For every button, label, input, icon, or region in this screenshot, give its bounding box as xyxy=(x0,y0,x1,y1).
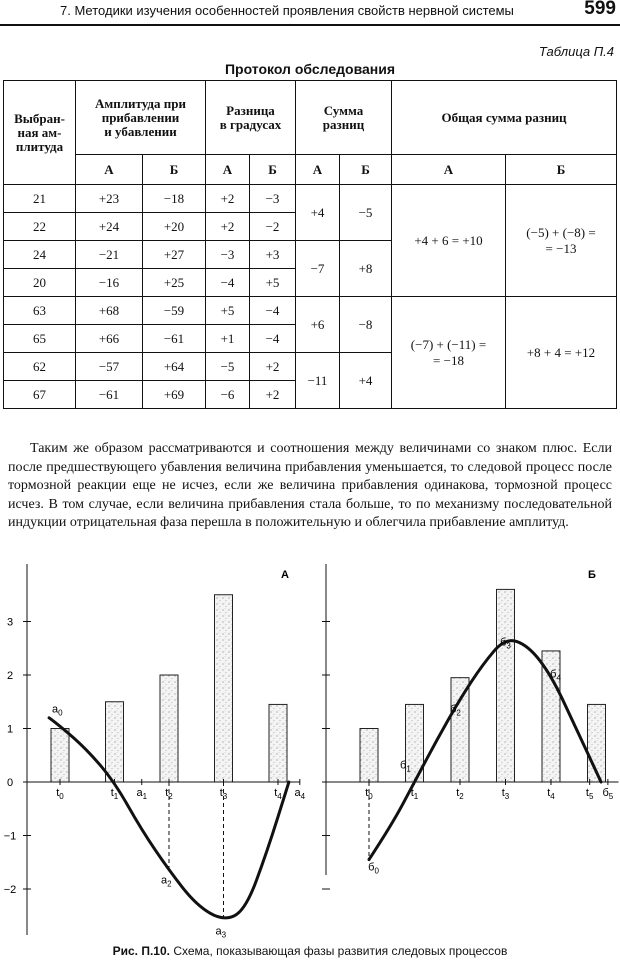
chart-b xyxy=(322,564,619,889)
cell-selected: 63 xyxy=(4,297,76,325)
table-title: Протокол обследования xyxy=(224,61,396,77)
cell-diff-b: +5 xyxy=(250,269,296,297)
bar xyxy=(360,729,378,783)
protocol-table xyxy=(3,80,617,409)
bar xyxy=(269,704,287,782)
cell-selected: 24 xyxy=(4,241,76,269)
cell-diff-a: −3 xyxy=(206,241,250,269)
cell-selected: 22 xyxy=(4,213,76,241)
table-row xyxy=(4,297,617,325)
page-number: 599 xyxy=(584,0,616,19)
trace-curve xyxy=(369,641,601,860)
x-tick-label: $t_0$ xyxy=(365,787,373,801)
cell-sum-b: +4 xyxy=(340,353,392,409)
x-tick-label: $a_4$ xyxy=(294,787,306,801)
header-sum: Сумма разниц xyxy=(296,81,392,155)
cell-diff-a: +2 xyxy=(206,213,250,241)
cell-amp-a: −21 xyxy=(76,241,143,269)
cell-diff-a: +2 xyxy=(206,185,250,213)
header-selected-amplitude: Выбран- ная ам- плитуда xyxy=(4,81,76,185)
cell-selected: 62 xyxy=(4,353,76,381)
cell-diff-a: +1 xyxy=(206,325,250,353)
cell-diff-b: +2 xyxy=(250,381,296,409)
cell-amp-a: +66 xyxy=(76,325,143,353)
point-label: $б_4$ xyxy=(550,668,561,683)
cell-amp-a: −57 xyxy=(76,353,143,381)
bar xyxy=(497,589,515,782)
cell-total-b: (−5) + (−8) = = −13 xyxy=(506,185,617,297)
cell-total-b: +8 + 4 = +12 xyxy=(506,297,617,409)
cell-amp-a: +23 xyxy=(76,185,143,213)
cell-sum-a: −11 xyxy=(296,353,340,409)
x-tick-label: $t_1$ xyxy=(110,787,119,801)
subheader-a: А xyxy=(296,155,340,185)
cell-diff-b: −2 xyxy=(250,213,296,241)
point-label: $б_1$ xyxy=(400,759,411,774)
x-tick-label: $t_3$ xyxy=(501,787,510,801)
subheader-a: А xyxy=(76,155,143,185)
cell-amp-a: −61 xyxy=(76,381,143,409)
cell-diff-b: +2 xyxy=(250,353,296,381)
chart-title: А xyxy=(281,569,289,581)
bar xyxy=(160,675,178,782)
cell-amp-b: +27 xyxy=(143,241,206,269)
body-paragraph: Таким же образом рассматриваются и соотношения между величинами со знаком плюс. Если после предшествующего убавления величина прибавления уменьшается, то следовой процесс после тормозной реакции еще не исчез, если же величина прибавления одинакова, тормозной процесс исчез. В том случае, если величина прибавления стала больше, то по механизму последовательной индукции отрицательная фаза перешла в положительную и облегчила прибавление амплитуд. xyxy=(8,441,612,531)
x-tick-label: $t_2$ xyxy=(456,787,464,801)
subheader-a: А xyxy=(206,155,250,185)
cell-sum-b: −8 xyxy=(340,297,392,353)
figure-caption xyxy=(0,944,620,958)
cell-diff-b: −4 xyxy=(250,297,296,325)
y-tick-label: 1 xyxy=(6,723,14,736)
cell-amp-b: +20 xyxy=(143,213,206,241)
chart-a xyxy=(4,564,306,939)
subheader-b: Б xyxy=(143,155,206,185)
bar xyxy=(451,678,469,782)
trace-process-charts xyxy=(0,560,620,942)
header-total: Общая сумма разниц xyxy=(392,81,617,155)
point-label: $a_0$ xyxy=(51,703,63,718)
x-tick-label: $t_5$ xyxy=(585,787,594,801)
point-label: $б_0$ xyxy=(368,861,379,876)
header-difference: Разница в градусах xyxy=(206,81,296,155)
subheader-b: Б xyxy=(250,155,296,185)
cell-amp-b: +64 xyxy=(143,353,206,381)
bar xyxy=(51,729,69,783)
cell-total-a: +4 + 6 = +10 xyxy=(392,185,506,297)
y-tick-label: 0 xyxy=(6,777,14,789)
cell-amp-a: −16 xyxy=(76,269,143,297)
y-tick-label: −1 xyxy=(3,830,17,843)
running-header-title: 7. Методики изучения особенностей проявления свойств нервной системы xyxy=(60,3,514,18)
cell-amp-b: −61 xyxy=(143,325,206,353)
cell-diff-a: −6 xyxy=(206,381,250,409)
x-tick-label: $t_4$ xyxy=(274,787,282,801)
cell-amp-a: +68 xyxy=(76,297,143,325)
cell-sum-a: +4 xyxy=(296,185,340,241)
table-label: Таблица П.4 xyxy=(538,44,614,59)
header-amplitude: Амплитуда при прибавлении и убавлении xyxy=(76,81,206,155)
point-label: $б_3$ xyxy=(500,636,511,651)
table-row xyxy=(4,185,617,213)
cell-amp-b: −18 xyxy=(143,185,206,213)
cell-sum-b: +8 xyxy=(340,241,392,297)
cell-diff-b: −4 xyxy=(250,325,296,353)
bar xyxy=(215,595,233,782)
cell-amp-a: +24 xyxy=(76,213,143,241)
subheader-b: Б xyxy=(340,155,392,185)
subheader-b: Б xyxy=(506,155,617,185)
cell-total-a: (−7) + (−11) = = −18 xyxy=(392,297,506,409)
figure-caption-label: Рис. П.10. xyxy=(112,944,170,958)
cell-diff-a: −5 xyxy=(206,353,250,381)
figure-caption-text: Схема, показывающая фазы развития следовых процессов xyxy=(173,944,508,958)
cell-selected: 21 xyxy=(4,185,76,213)
cell-selected: 67 xyxy=(4,381,76,409)
bar xyxy=(106,702,124,782)
y-tick-label: 2 xyxy=(6,670,14,682)
subheader-a: А xyxy=(392,155,506,185)
x-tick-label: $t_2$ xyxy=(165,787,173,801)
cell-amp-b: −59 xyxy=(143,297,206,325)
cell-sum-a: −7 xyxy=(296,241,340,297)
cell-diff-a: −4 xyxy=(206,269,250,297)
cell-amp-b: +69 xyxy=(143,381,206,409)
x-tick-label: $t_1$ xyxy=(410,787,419,801)
x-tick-label: $a_1$ xyxy=(136,787,148,801)
x-tick-label: $t_4$ xyxy=(547,787,555,801)
cell-diff-b: −3 xyxy=(250,185,296,213)
cell-sum-a: +6 xyxy=(296,297,340,353)
point-label: $a_2$ xyxy=(160,874,172,889)
chart-title: Б xyxy=(588,569,596,581)
point-label: $б_2$ xyxy=(450,703,461,718)
cell-selected: 20 xyxy=(4,269,76,297)
point-label: $a_3$ xyxy=(215,925,227,940)
cell-selected: 65 xyxy=(4,325,76,353)
cell-diff-b: +3 xyxy=(250,241,296,269)
x-tick-label: $б_5$ xyxy=(602,787,614,801)
cell-diff-a: +5 xyxy=(206,297,250,325)
cell-amp-b: +25 xyxy=(143,269,206,297)
cell-sum-b: −5 xyxy=(340,185,392,241)
x-tick-label: $t_0$ xyxy=(56,787,64,801)
y-tick-label: 3 xyxy=(6,616,14,629)
x-tick-label: $t_3$ xyxy=(219,787,228,801)
y-tick-label: −2 xyxy=(3,884,17,896)
